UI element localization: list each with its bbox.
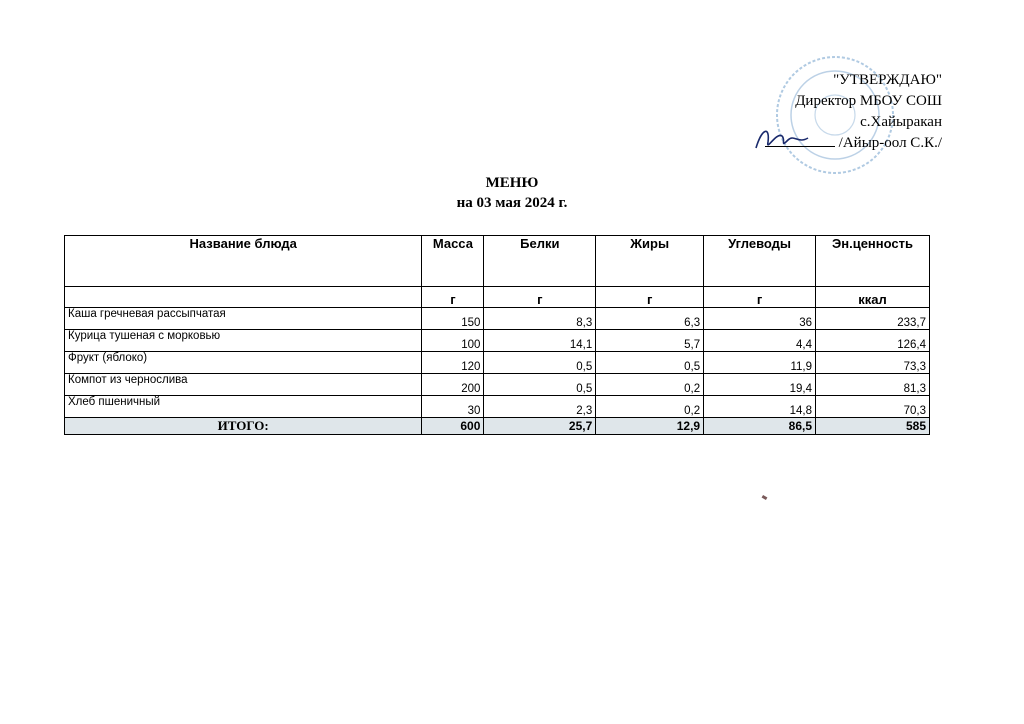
carbs-cell: 19,4 [704, 374, 816, 396]
protein-cell: 14,1 [484, 330, 596, 352]
protein-cell: 0,5 [484, 374, 596, 396]
header-name: Название блюда [65, 236, 422, 287]
table-row [65, 330, 930, 352]
total-fat: 12,9 [596, 418, 704, 435]
approval-school: с.Хайыракан [860, 114, 942, 130]
total-protein: 25,7 [484, 418, 596, 435]
table-row [65, 352, 930, 374]
protein-cell: 2,3 [484, 396, 596, 418]
fat-cell: 0,2 [596, 374, 704, 396]
header-mass: Масса [422, 236, 484, 287]
table-row [65, 396, 930, 418]
approval-block [765, 70, 942, 154]
fat-cell: 6,3 [596, 308, 704, 330]
mass-cell: 150 [422, 308, 484, 330]
table-row [65, 308, 930, 330]
energy-cell: 81,3 [816, 374, 930, 396]
header-energy: Эн.ценность [816, 236, 930, 287]
unit-cell: ккал [816, 287, 930, 308]
energy-cell: 126,4 [816, 330, 930, 352]
protein-cell: 0,5 [484, 352, 596, 374]
energy-cell: 73,3 [816, 352, 930, 374]
carbs-cell: 11,9 [704, 352, 816, 374]
carbs-cell: 36 [704, 308, 816, 330]
carbs-cell: 4,4 [704, 330, 816, 352]
dish-name: Каша гречневая рассыпчатая [65, 308, 422, 330]
total-row [65, 418, 930, 435]
energy-cell: 70,3 [816, 396, 930, 418]
dish-name: Фрукт (яблоко) [65, 352, 422, 374]
header-protein: Белки [484, 236, 596, 287]
table-header-row [65, 236, 930, 287]
unit-cell: г [704, 287, 816, 308]
unit-cell [65, 287, 422, 308]
unit-cell: г [422, 287, 484, 308]
mass-cell: 120 [422, 352, 484, 374]
approval-title: "УТВЕРЖДАЮ" [833, 72, 942, 88]
signature-line [765, 146, 835, 147]
header-carbs: Углеводы [704, 236, 816, 287]
approval-position: Директор МБОУ СОШ [795, 93, 942, 109]
total-energy: 585 [816, 418, 930, 435]
page-subtitle: на 03 мая 2024 г. [456, 195, 568, 211]
mass-cell: 30 [422, 396, 484, 418]
energy-cell: 233,7 [816, 308, 930, 330]
dish-name: Компот из чернослива [65, 374, 422, 396]
total-mass: 600 [422, 418, 484, 435]
dish-name: Курица тушеная с морковью [65, 330, 422, 352]
total-label: ИТОГО: [65, 418, 422, 435]
fat-cell: 0,5 [596, 352, 704, 374]
carbs-cell: 14,8 [704, 396, 816, 418]
fat-cell: 0,2 [596, 396, 704, 418]
approval-signatory [765, 133, 942, 154]
scan-speck [762, 495, 768, 500]
header-fat: Жиры [596, 236, 704, 287]
approval-name: /Айыр-оол С.К./ [838, 135, 942, 151]
protein-cell: 8,3 [484, 308, 596, 330]
mass-cell: 200 [422, 374, 484, 396]
fat-cell: 5,7 [596, 330, 704, 352]
units-row [65, 287, 930, 308]
total-carbs: 86,5 [704, 418, 816, 435]
page-title: МЕНЮ [485, 175, 539, 191]
mass-cell: 100 [422, 330, 484, 352]
menu-table [64, 235, 930, 435]
unit-cell: г [596, 287, 704, 308]
unit-cell: г [484, 287, 596, 308]
dish-name: Хлеб пшеничный [65, 396, 422, 418]
table-row [65, 374, 930, 396]
